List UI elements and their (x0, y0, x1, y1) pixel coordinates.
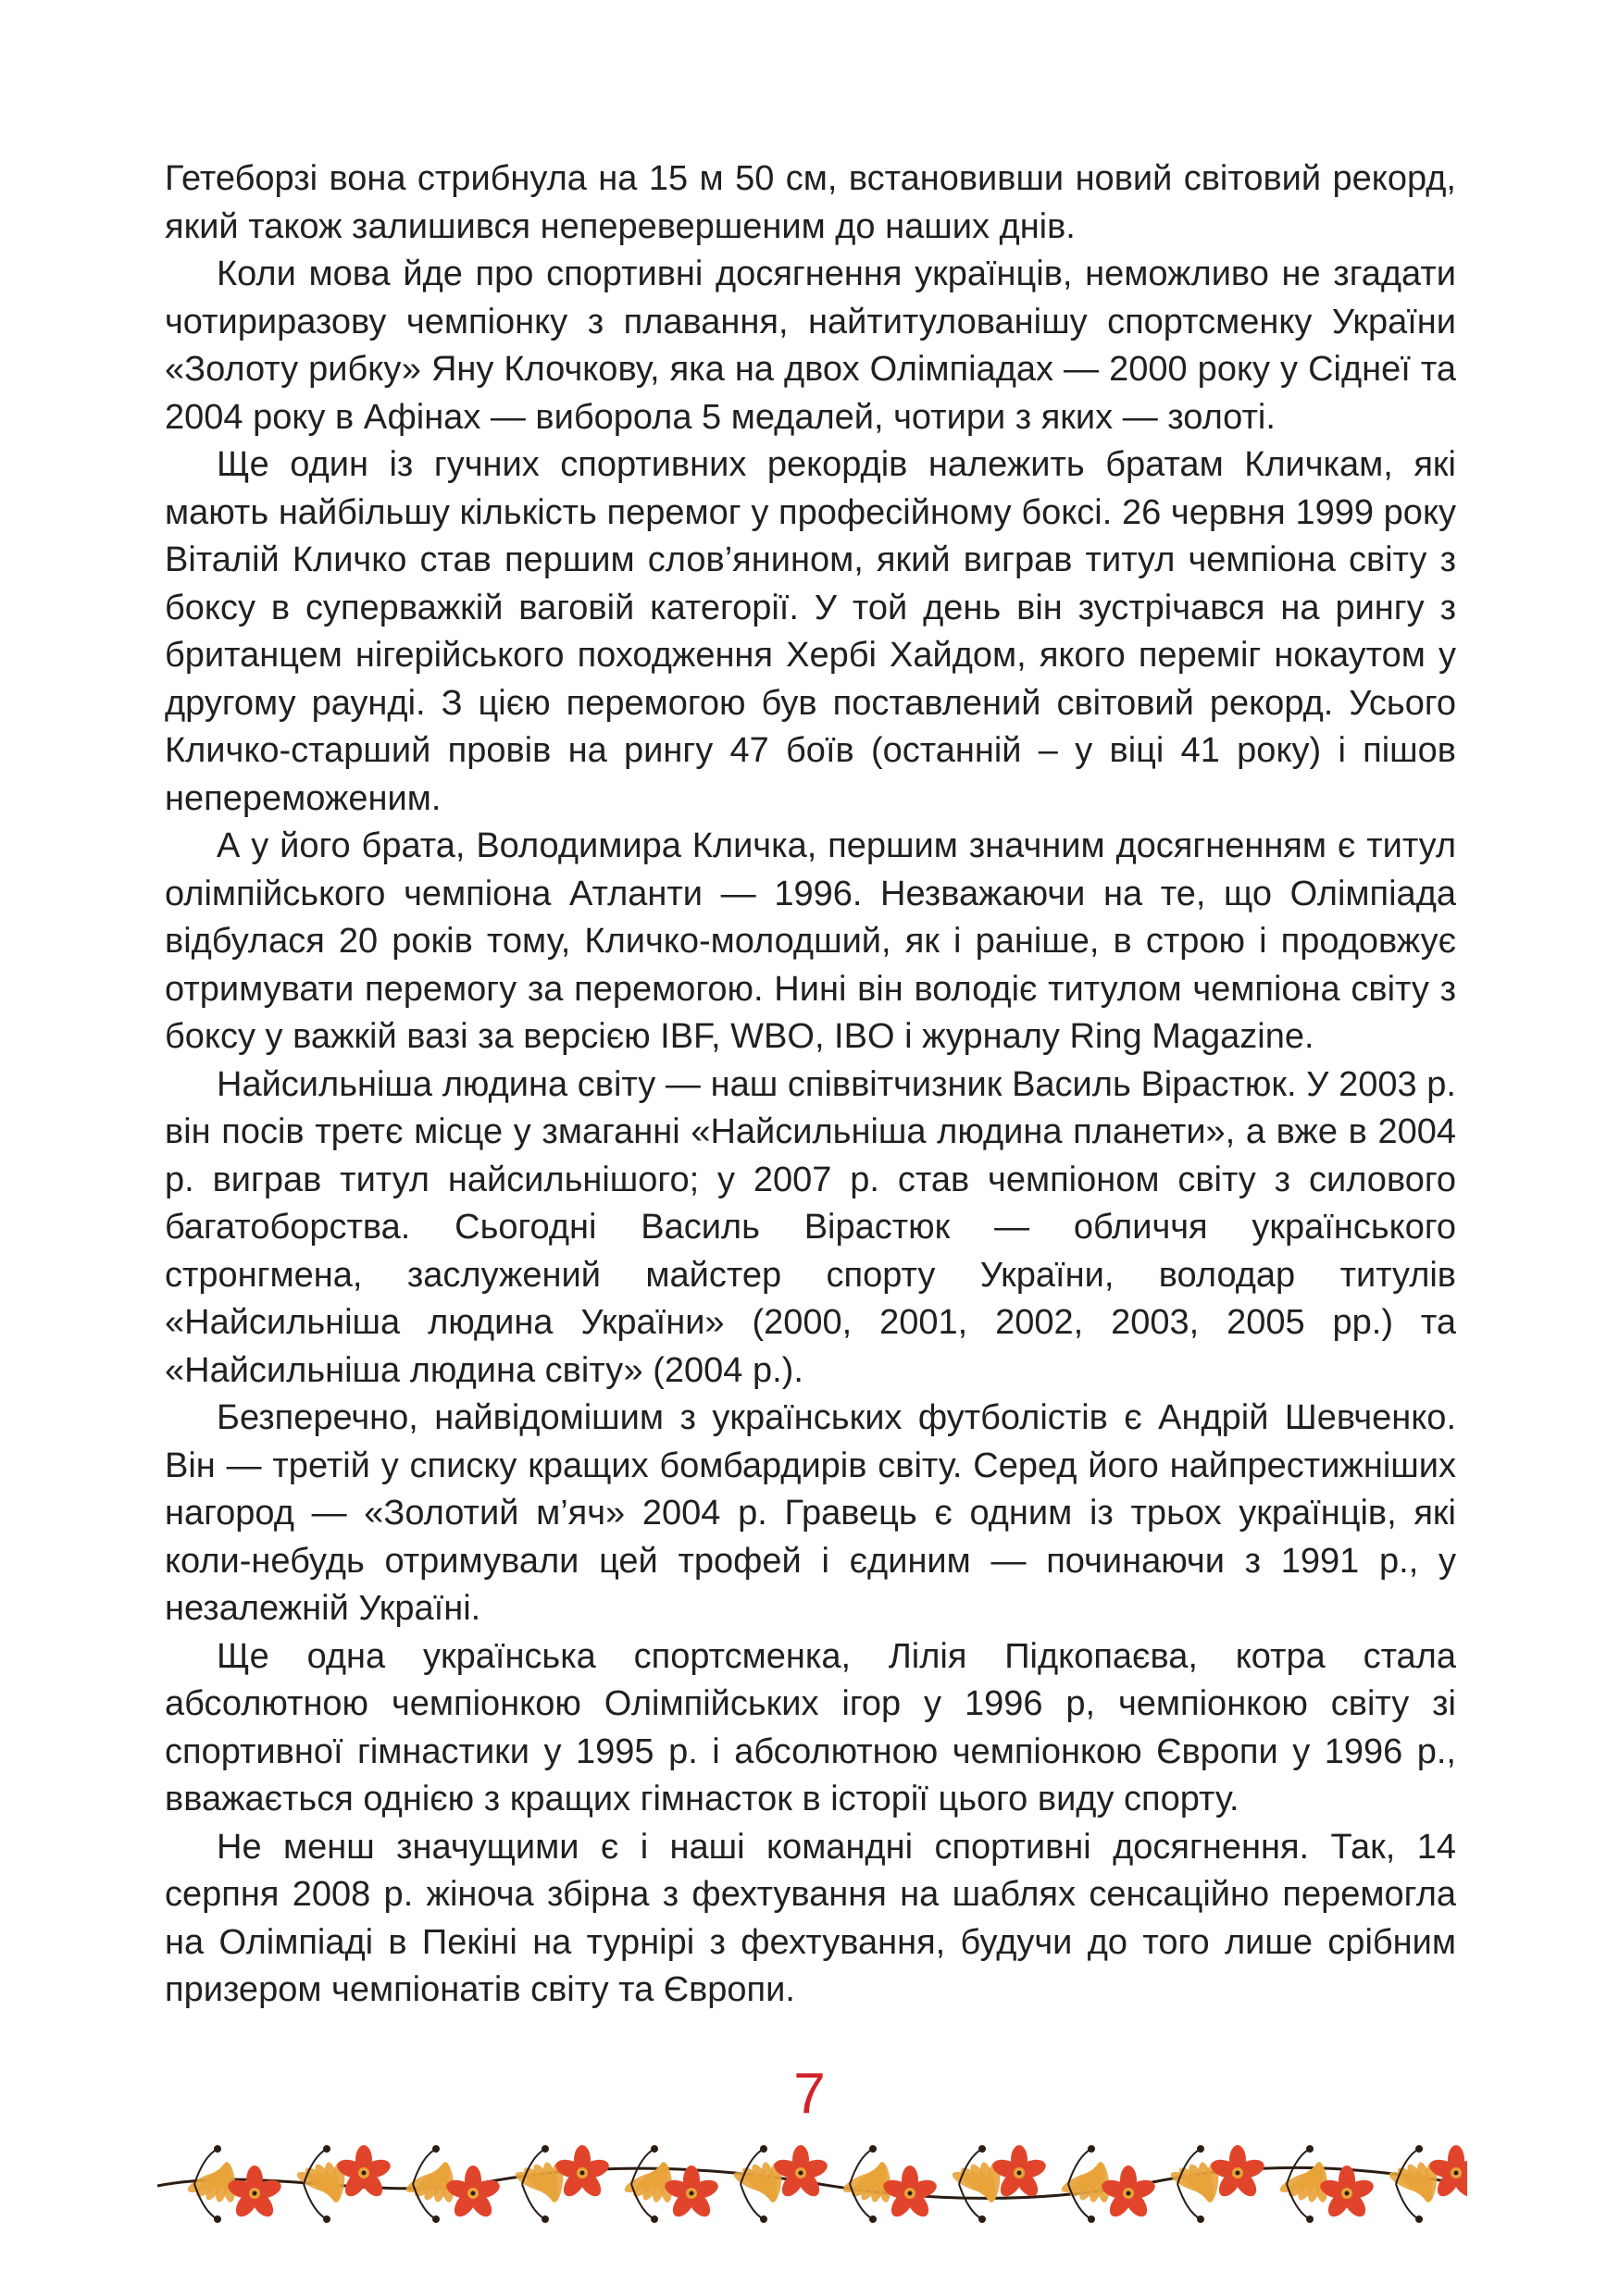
paragraph-6: Безперечно, найвідомішим з українських футболістів є Андрій Шевченко. Він — третій у списку кращих бомбардирів світу. Серед його найпрестижніших нагород — «Золотий м’яч» 2004 р. Гравець є одним із трьох українців, які коли-небудь отримували цей трофей і єдиним — починаючи з 1991 р., у незалежній Україні. (165, 1398, 1456, 1628)
paragraph-4: А у його брата, Володимира Кличка, першим значним досягненням є титул олімпійського чемпіона Атланти — 1996. Незважаючи на те, що Олімпіада відбулася 20 років тому, Кличко-молодший, як і раніше, в строю і продовжує отримувати перемогу за перемогою. Нині він володіє титулом чемпіона світу з боксу у важкій вазі за версією IBF, WBO, IBO і журналу Ring Magazine. (165, 826, 1456, 1056)
page-number: 7 (793, 2062, 826, 2126)
paragraph-2: Коли мова йде про спортивні досягнення українців, неможливо не згадати чотириразову чемпіонку з плавання, найтитулованішу спортсменку України «Золоту рибку» Яну Клочкову, яка на двох Олімпіадах — 2000 року у Сіднеї та 2004 року в Афінах — виборола 5 медалей, чотири з яких — золоті. (165, 254, 1456, 437)
paragraph-7: Ще одна українська спортсменка, Лілія Підкопаєва, котра стала абсолютною чемпіонкою Олімпійських ігор у 1996 р, чемпіонкою світу зі спортивної гімнастики у 1995 р. і абсолютною чемпіонкою Європи у 1996 р., вважається однією з кращих гімнасток в історії цього виду спорту. (165, 1636, 1456, 1818)
paragraph-5: Найсильніша людина світу — наш співвітчизник Василь Вірастюк. У 2003 р. він посів третє місце у змаганні «Найсильніша людина планети», а вже в 2004 р. виграв титул найсильнішого; у 2007 р. став чемпіоном світу з силового багатоборства. Сьогодні Василь Вірастюк — обличчя українського стронгмена, заслужений майстер спорту України, володар титулів «Найсильніша людина України» (2000, 2001, 2002, 2003, 2005 рр.) та «Найсильніша людина світу» (2004 р.). (165, 1064, 1456, 1390)
floral-ornament-border (153, 2128, 1467, 2230)
paragraph-1: Гетеборзі вона стрибнула на 15 м 50 см, встановивши новий світовий рекорд, який також залишився неперевершеним до наших днів. (165, 159, 1456, 246)
body-text (165, 155, 1456, 2015)
paragraph-3: Ще один із гучних спортивних рекордів належить братам Кличкам, які мають найбільшу кількість перемог у професійному боксі. 26 червня 1999 року Віталій Кличко став першим слов’янином, який виграв титул чемпіона світу з боксу в суперважкій ваговій категорії. У той день він зустрічався на рингу з британцем нігерійського походження Хербі Хайдом, якого переміг нокаутом у другому раунді. З цією перемогою був поставлений світовий рекорд. Усього Кличко-старший провів на рингу 47 боїв (останній – у віці 41 року) і пішов непереможеним. (165, 445, 1456, 818)
paragraph-8: Не менш значущими є і наші командні спортивні досягнення. Так, 14 серпня 2008 р. жіноча збірна з фехтування на шаблях сенсаційно перемогла на Олімпіаді в Пекіні на турнірі з фехтування, будучи до того лише срібним призером чемпіонатів світу та Європи. (165, 1827, 1456, 2009)
